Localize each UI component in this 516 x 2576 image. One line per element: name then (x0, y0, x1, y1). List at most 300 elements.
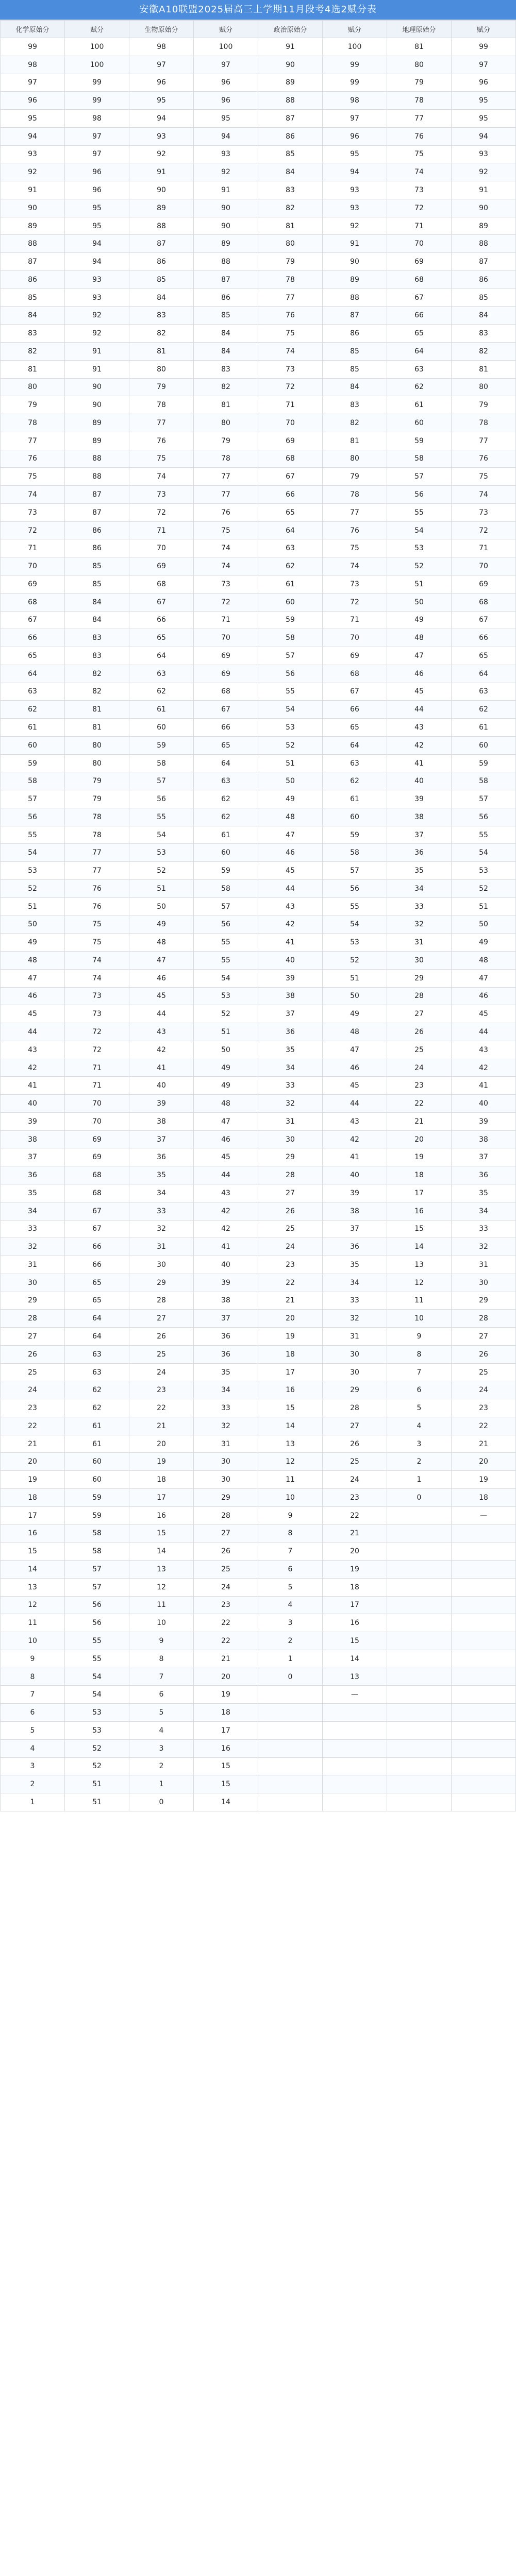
biology-raw-cell: 17 (129, 1489, 194, 1507)
biology-raw-cell: 80 (129, 360, 194, 378)
biology-raw-cell: 53 (129, 844, 194, 862)
politics-scaled-cell: 40 (323, 1166, 387, 1184)
chemistry-scaled-cell: 70 (65, 1112, 129, 1130)
biology-raw-cell: 13 (129, 1561, 194, 1579)
geography-scaled-cell: 33 (452, 1220, 516, 1238)
biology-raw-cell: 82 (129, 325, 194, 343)
chemistry-scaled-cell: 79 (65, 790, 129, 808)
geography-raw-cell (387, 1775, 452, 1793)
geography-scaled-cell: 64 (452, 665, 516, 683)
table-row (1, 1023, 516, 1041)
biology-raw-cell: 91 (129, 163, 194, 181)
chemistry-scaled-cell: 90 (65, 396, 129, 414)
geography-scaled-cell: 23 (452, 1399, 516, 1417)
chemistry-scaled-cell: 66 (65, 1256, 129, 1274)
geography-raw-cell: 69 (387, 253, 452, 271)
geography-raw-cell: 51 (387, 575, 452, 593)
politics-scaled-cell: 92 (323, 217, 387, 235)
table-row (1, 1561, 516, 1579)
biology-raw-cell: 45 (129, 987, 194, 1005)
geography-raw-cell: 59 (387, 432, 452, 450)
geography-raw-cell: 60 (387, 414, 452, 432)
politics-scaled-cell: 17 (323, 1596, 387, 1614)
header-biology-scaled: 赋分 (194, 21, 258, 38)
geography-scaled-cell: 25 (452, 1363, 516, 1381)
biology-scaled-cell: 77 (194, 486, 258, 504)
chemistry-raw-cell: 29 (1, 1292, 65, 1310)
chemistry-raw-cell: 80 (1, 378, 65, 396)
geography-raw-cell: 2 (387, 1453, 452, 1471)
geography-raw-cell: 38 (387, 808, 452, 826)
politics-raw-cell (258, 1686, 323, 1704)
geography-scaled-cell: 67 (452, 611, 516, 629)
politics-scaled-cell: 39 (323, 1184, 387, 1202)
biology-scaled-cell: 56 (194, 916, 258, 934)
geography-scaled-cell: 27 (452, 1328, 516, 1346)
biology-raw-cell: 15 (129, 1524, 194, 1543)
biology-raw-cell: 49 (129, 916, 194, 934)
chemistry-raw-cell: 2 (1, 1775, 65, 1793)
table-row (1, 1202, 516, 1220)
politics-raw-cell: 20 (258, 1310, 323, 1328)
geography-raw-cell: 64 (387, 343, 452, 361)
geography-scaled-cell: 52 (452, 879, 516, 897)
biology-scaled-cell: 75 (194, 521, 258, 539)
chemistry-scaled-cell: 52 (65, 1739, 129, 1757)
geography-scaled-cell: 92 (452, 163, 516, 181)
chemistry-scaled-cell: 94 (65, 253, 129, 271)
politics-raw-cell: 85 (258, 145, 323, 163)
geography-scaled-cell: 53 (452, 862, 516, 880)
biology-raw-cell: 73 (129, 486, 194, 504)
politics-raw-cell: 7 (258, 1543, 323, 1561)
chemistry-raw-cell: 58 (1, 772, 65, 790)
chemistry-raw-cell: 77 (1, 432, 65, 450)
biology-scaled-cell: 42 (194, 1220, 258, 1238)
table-row (1, 127, 516, 145)
politics-raw-cell: 31 (258, 1112, 323, 1130)
table-row (1, 163, 516, 181)
table-row (1, 916, 516, 934)
geography-scaled-cell: 57 (452, 790, 516, 808)
chemistry-raw-cell: 95 (1, 110, 65, 128)
table-row (1, 1489, 516, 1507)
geography-raw-cell: 49 (387, 611, 452, 629)
chemistry-raw-cell: 15 (1, 1543, 65, 1561)
politics-raw-cell: 19 (258, 1328, 323, 1346)
chemistry-raw-cell: 6 (1, 1704, 65, 1722)
biology-raw-cell: 61 (129, 701, 194, 719)
geography-scaled-cell (452, 1596, 516, 1614)
chemistry-raw-cell: 65 (1, 647, 65, 665)
biology-scaled-cell: 89 (194, 235, 258, 253)
table-row (1, 754, 516, 772)
politics-scaled-cell: 46 (323, 1059, 387, 1077)
politics-scaled-cell: 85 (323, 343, 387, 361)
geography-raw-cell: 4 (387, 1417, 452, 1435)
geography-raw-cell: 78 (387, 92, 452, 110)
politics-raw-cell: 44 (258, 879, 323, 897)
biology-scaled-cell: 48 (194, 1095, 258, 1113)
politics-raw-cell: 83 (258, 181, 323, 199)
politics-raw-cell: 87 (258, 110, 323, 128)
geography-raw-cell: 77 (387, 110, 452, 128)
geography-raw-cell: 75 (387, 145, 452, 163)
geography-scaled-cell: 62 (452, 701, 516, 719)
chemistry-scaled-cell: 51 (65, 1793, 129, 1811)
biology-scaled-cell: 25 (194, 1561, 258, 1579)
chemistry-raw-cell: 59 (1, 754, 65, 772)
table-row (1, 253, 516, 271)
chemistry-scaled-cell: 91 (65, 343, 129, 361)
politics-raw-cell: 69 (258, 432, 323, 450)
chemistry-scaled-cell: 92 (65, 325, 129, 343)
politics-scaled-cell (323, 1721, 387, 1739)
biology-scaled-cell: 30 (194, 1471, 258, 1489)
geography-raw-cell: 15 (387, 1220, 452, 1238)
geography-scaled-cell: 80 (452, 378, 516, 396)
chemistry-raw-cell: 88 (1, 235, 65, 253)
geography-scaled-cell: 40 (452, 1095, 516, 1113)
biology-raw-cell: 11 (129, 1596, 194, 1614)
table-row (1, 1130, 516, 1148)
chemistry-raw-cell: 47 (1, 969, 65, 987)
chemistry-raw-cell: 17 (1, 1506, 65, 1524)
chemistry-raw-cell: 74 (1, 486, 65, 504)
chemistry-raw-cell: 70 (1, 557, 65, 575)
chemistry-scaled-cell: 83 (65, 629, 129, 647)
geography-raw-cell (387, 1686, 452, 1704)
politics-scaled-cell: 69 (323, 647, 387, 665)
politics-raw-cell: 28 (258, 1166, 323, 1184)
chemistry-raw-cell: 60 (1, 736, 65, 754)
geography-raw-cell (387, 1793, 452, 1811)
chemistry-scaled-cell: 88 (65, 468, 129, 486)
geography-raw-cell: 7 (387, 1363, 452, 1381)
chemistry-scaled-cell: 83 (65, 647, 129, 665)
geography-scaled-cell (452, 1561, 516, 1579)
biology-scaled-cell: 30 (194, 1453, 258, 1471)
biology-raw-cell: 22 (129, 1399, 194, 1417)
biology-scaled-cell: 60 (194, 844, 258, 862)
biology-scaled-cell: 62 (194, 790, 258, 808)
biology-scaled-cell: 64 (194, 754, 258, 772)
biology-scaled-cell: 31 (194, 1435, 258, 1453)
geography-raw-cell: 62 (387, 378, 452, 396)
politics-raw-cell: 65 (258, 503, 323, 521)
politics-scaled-cell: 84 (323, 378, 387, 396)
geography-scaled-cell: 43 (452, 1041, 516, 1059)
biology-scaled-cell: 45 (194, 1148, 258, 1166)
table-row (1, 1256, 516, 1274)
geography-scaled-cell: 60 (452, 736, 516, 754)
table-row (1, 879, 516, 897)
politics-raw-cell: 16 (258, 1381, 323, 1399)
geography-raw-cell: 34 (387, 879, 452, 897)
biology-raw-cell: 76 (129, 432, 194, 450)
chemistry-scaled-cell: 81 (65, 719, 129, 737)
chemistry-scaled-cell: 75 (65, 934, 129, 952)
table-row (1, 647, 516, 665)
table-row (1, 1148, 516, 1166)
geography-raw-cell (387, 1578, 452, 1596)
geography-scaled-cell: 69 (452, 575, 516, 593)
table-row (1, 1775, 516, 1793)
biology-raw-cell: 95 (129, 92, 194, 110)
geography-raw-cell (387, 1614, 452, 1632)
chemistry-raw-cell: 45 (1, 1005, 65, 1023)
biology-raw-cell: 50 (129, 897, 194, 916)
politics-raw-cell: 26 (258, 1202, 323, 1220)
chemistry-scaled-cell: 54 (65, 1668, 129, 1686)
chemistry-raw-cell: 12 (1, 1596, 65, 1614)
biology-scaled-cell: 22 (194, 1614, 258, 1632)
chemistry-scaled-cell: 97 (65, 127, 129, 145)
biology-raw-cell: 92 (129, 145, 194, 163)
biology-scaled-cell: 53 (194, 987, 258, 1005)
chemistry-raw-cell: 83 (1, 325, 65, 343)
geography-scaled-cell: 86 (452, 270, 516, 289)
biology-scaled-cell: 26 (194, 1543, 258, 1561)
geography-raw-cell (387, 1506, 452, 1524)
chemistry-raw-cell: 93 (1, 145, 65, 163)
chemistry-scaled-cell: 99 (65, 74, 129, 92)
geography-raw-cell: 20 (387, 1130, 452, 1148)
biology-scaled-cell: 37 (194, 1310, 258, 1328)
biology-raw-cell: 36 (129, 1148, 194, 1166)
geography-raw-cell: 12 (387, 1274, 452, 1292)
table-row (1, 450, 516, 468)
geography-scaled-cell: 28 (452, 1310, 516, 1328)
politics-scaled-cell: 88 (323, 289, 387, 307)
biology-scaled-cell: 96 (194, 74, 258, 92)
biology-scaled-cell: 14 (194, 1793, 258, 1811)
biology-raw-cell: 41 (129, 1059, 194, 1077)
geography-raw-cell: 21 (387, 1112, 452, 1130)
geography-scaled-cell: 56 (452, 808, 516, 826)
politics-raw-cell (258, 1739, 323, 1757)
chemistry-raw-cell: 39 (1, 1112, 65, 1130)
chemistry-raw-cell: 7 (1, 1686, 65, 1704)
geography-scaled-cell: 68 (452, 593, 516, 611)
biology-raw-cell: 77 (129, 414, 194, 432)
geography-raw-cell: 66 (387, 307, 452, 325)
politics-scaled-cell: 45 (323, 1077, 387, 1095)
biology-scaled-cell: 72 (194, 593, 258, 611)
geography-scaled-cell: 39 (452, 1112, 516, 1130)
table-row (1, 235, 516, 253)
chemistry-raw-cell: 96 (1, 92, 65, 110)
biology-raw-cell: 21 (129, 1417, 194, 1435)
table-row (1, 145, 516, 163)
politics-scaled-cell: 48 (323, 1023, 387, 1041)
politics-scaled-cell: 63 (323, 754, 387, 772)
biology-scaled-cell: 88 (194, 253, 258, 271)
geography-scaled-cell: — (452, 1506, 516, 1524)
politics-raw-cell: 3 (258, 1614, 323, 1632)
chemistry-scaled-cell: 88 (65, 450, 129, 468)
geography-scaled-cell: 36 (452, 1166, 516, 1184)
table-row (1, 343, 516, 361)
politics-scaled-cell: 27 (323, 1417, 387, 1435)
chemistry-raw-cell: 92 (1, 163, 65, 181)
politics-scaled-cell: 15 (323, 1632, 387, 1650)
table-row (1, 1704, 516, 1722)
politics-raw-cell: 22 (258, 1274, 323, 1292)
geography-raw-cell: 40 (387, 772, 452, 790)
geography-raw-cell: 44 (387, 701, 452, 719)
table-row (1, 1721, 516, 1739)
chemistry-raw-cell: 44 (1, 1023, 65, 1041)
geography-scaled-cell: 22 (452, 1417, 516, 1435)
politics-scaled-cell: 79 (323, 468, 387, 486)
biology-scaled-cell: 83 (194, 360, 258, 378)
politics-raw-cell: 82 (258, 199, 323, 217)
politics-raw-cell: 54 (258, 701, 323, 719)
header-politics-raw: 政治原始分 (258, 21, 323, 38)
chemistry-scaled-cell: 65 (65, 1274, 129, 1292)
politics-scaled-cell: 77 (323, 503, 387, 521)
table-row (1, 1220, 516, 1238)
chemistry-raw-cell: 21 (1, 1435, 65, 1453)
chemistry-scaled-cell: 71 (65, 1059, 129, 1077)
biology-scaled-cell: 96 (194, 92, 258, 110)
table-row (1, 1041, 516, 1059)
geography-raw-cell: 70 (387, 235, 452, 253)
table-row (1, 1095, 516, 1113)
biology-raw-cell: 43 (129, 1023, 194, 1041)
biology-raw-cell: 0 (129, 1793, 194, 1811)
politics-raw-cell: 84 (258, 163, 323, 181)
geography-raw-cell: 46 (387, 665, 452, 683)
geography-scaled-cell (452, 1632, 516, 1650)
chemistry-raw-cell: 89 (1, 217, 65, 235)
table-row (1, 826, 516, 844)
politics-raw-cell: 47 (258, 826, 323, 844)
chemistry-raw-cell: 43 (1, 1041, 65, 1059)
politics-scaled-cell: 56 (323, 879, 387, 897)
biology-scaled-cell: 32 (194, 1417, 258, 1435)
politics-scaled-cell: 57 (323, 862, 387, 880)
chemistry-raw-cell: 61 (1, 719, 65, 737)
table-row (1, 1686, 516, 1704)
chemistry-raw-cell: 69 (1, 575, 65, 593)
politics-scaled-cell: 80 (323, 450, 387, 468)
politics-raw-cell: 62 (258, 557, 323, 575)
chemistry-raw-cell: 22 (1, 1417, 65, 1435)
chemistry-scaled-cell: 78 (65, 826, 129, 844)
biology-raw-cell: 46 (129, 969, 194, 987)
politics-raw-cell: 4 (258, 1596, 323, 1614)
politics-raw-cell: 1 (258, 1650, 323, 1668)
geography-scaled-cell: 18 (452, 1489, 516, 1507)
chemistry-scaled-cell: 60 (65, 1471, 129, 1489)
geography-raw-cell: 43 (387, 719, 452, 737)
biology-raw-cell: 38 (129, 1112, 194, 1130)
politics-raw-cell: 80 (258, 235, 323, 253)
politics-scaled-cell: 72 (323, 593, 387, 611)
biology-raw-cell: 47 (129, 952, 194, 970)
table-row (1, 325, 516, 343)
politics-raw-cell: 64 (258, 521, 323, 539)
chemistry-raw-cell: 31 (1, 1256, 65, 1274)
chemistry-scaled-cell: 93 (65, 289, 129, 307)
chemistry-scaled-cell: 73 (65, 1005, 129, 1023)
politics-scaled-cell: 20 (323, 1543, 387, 1561)
chemistry-raw-cell: 3 (1, 1757, 65, 1775)
geography-scaled-cell (452, 1739, 516, 1757)
politics-scaled-cell: 60 (323, 808, 387, 826)
politics-scaled-cell: 99 (323, 74, 387, 92)
table-row (1, 611, 516, 629)
geography-raw-cell: 55 (387, 503, 452, 521)
biology-raw-cell: 29 (129, 1274, 194, 1292)
biology-scaled-cell: 24 (194, 1578, 258, 1596)
politics-raw-cell: 8 (258, 1524, 323, 1543)
politics-raw-cell: 35 (258, 1041, 323, 1059)
politics-scaled-cell: 52 (323, 952, 387, 970)
politics-scaled-cell: 26 (323, 1435, 387, 1453)
politics-scaled-cell: 99 (323, 56, 387, 74)
geography-scaled-cell (452, 1524, 516, 1543)
chemistry-raw-cell: 13 (1, 1578, 65, 1596)
geography-scaled-cell: 83 (452, 325, 516, 343)
geography-raw-cell: 65 (387, 325, 452, 343)
geography-scaled-cell: 44 (452, 1023, 516, 1041)
chemistry-raw-cell: 18 (1, 1489, 65, 1507)
biology-raw-cell: 88 (129, 217, 194, 235)
geography-raw-cell: 54 (387, 521, 452, 539)
header-geography-scaled: 赋分 (452, 21, 516, 38)
chemistry-scaled-cell: 86 (65, 521, 129, 539)
biology-raw-cell: 40 (129, 1077, 194, 1095)
biology-raw-cell: 2 (129, 1757, 194, 1775)
chemistry-raw-cell: 68 (1, 593, 65, 611)
politics-scaled-cell: 67 (323, 683, 387, 701)
politics-raw-cell: 12 (258, 1453, 323, 1471)
chemistry-scaled-cell: 80 (65, 736, 129, 754)
chemistry-raw-cell: 72 (1, 521, 65, 539)
chemistry-scaled-cell: 63 (65, 1345, 129, 1363)
chemistry-scaled-cell: 60 (65, 1453, 129, 1471)
geography-scaled-cell: 58 (452, 772, 516, 790)
biology-scaled-cell: 47 (194, 1112, 258, 1130)
table-row (1, 1345, 516, 1363)
biology-scaled-cell: 100 (194, 38, 258, 56)
chemistry-scaled-cell: 70 (65, 1095, 129, 1113)
chemistry-scaled-cell: 67 (65, 1220, 129, 1238)
table-row (1, 539, 516, 557)
biology-raw-cell: 87 (129, 235, 194, 253)
biology-scaled-cell: 55 (194, 934, 258, 952)
politics-scaled-cell: 61 (323, 790, 387, 808)
biology-scaled-cell: 36 (194, 1345, 258, 1363)
geography-scaled-cell: 34 (452, 1202, 516, 1220)
chemistry-scaled-cell: 79 (65, 772, 129, 790)
chemistry-scaled-cell: 91 (65, 360, 129, 378)
politics-raw-cell: 5 (258, 1578, 323, 1596)
geography-raw-cell: 53 (387, 539, 452, 557)
politics-scaled-cell (323, 1775, 387, 1793)
table-row (1, 414, 516, 432)
politics-scaled-cell: 71 (323, 611, 387, 629)
biology-raw-cell: 64 (129, 647, 194, 665)
biology-raw-cell: 56 (129, 790, 194, 808)
chemistry-scaled-cell: 66 (65, 1238, 129, 1256)
politics-scaled-cell: 23 (323, 1489, 387, 1507)
biology-scaled-cell: 90 (194, 199, 258, 217)
geography-scaled-cell: 20 (452, 1453, 516, 1471)
